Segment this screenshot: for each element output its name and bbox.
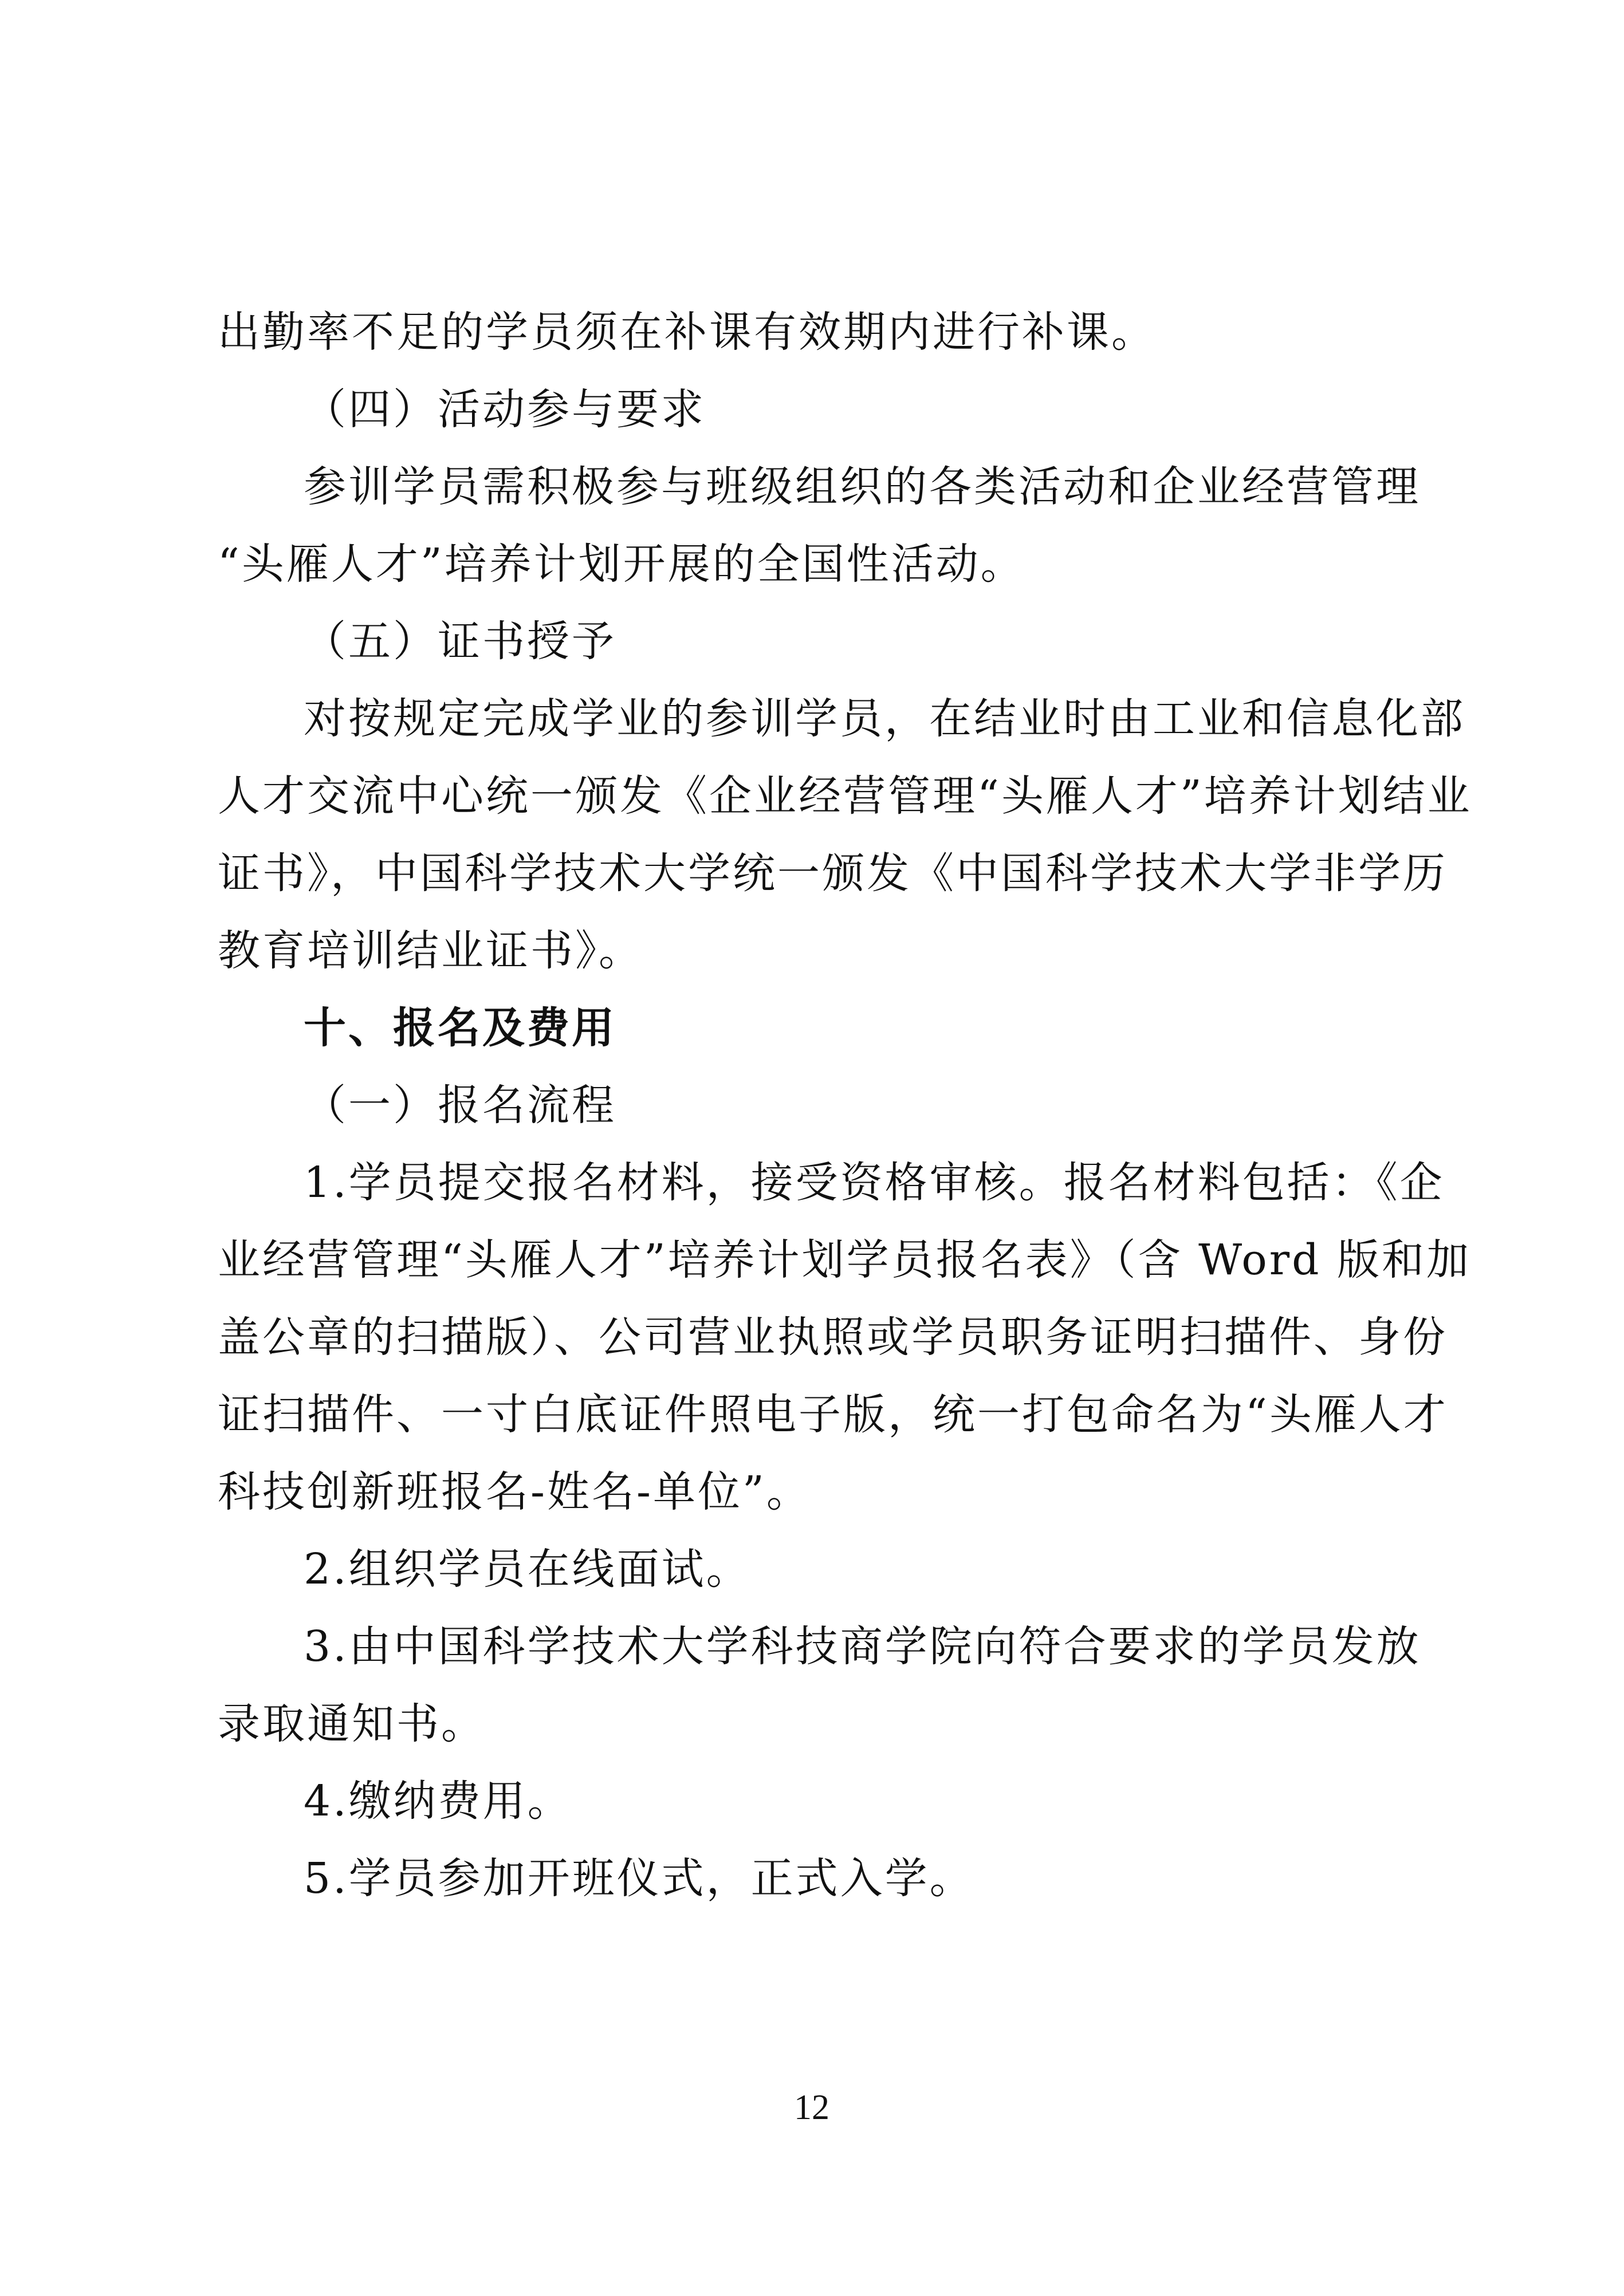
paragraph-line: 证扫描件、一寸白底证件照电子版，统一打包命名为“头雁人才 — [218, 1390, 1448, 1439]
paragraph-line: 人才交流中心统一颁发《企业经营管理“头雁人才”培养计划结业 — [218, 771, 1472, 821]
paragraph-line: 业经营管理“头雁人才”培养计划学员报名表》（含 Word 版和加 — [218, 1235, 1472, 1285]
list-item: 2.组织学员在线面试。 — [304, 1545, 751, 1594]
list-item: 3.由中国科学技术大学科技商学院向符合要求的学员发放 — [304, 1622, 1421, 1671]
paragraph-line: “头雁人才”培养计划开展的全国性活动。 — [218, 539, 1025, 589]
list-item: 5.学员参加开班仪式，正式入学。 — [304, 1854, 974, 1903]
paragraph-line: 盖公章的扫描版）、公司营业执照或学员职务证明扫描件、身份 — [218, 1313, 1448, 1362]
section-heading: 十、报名及费用 — [304, 1003, 616, 1053]
paragraph-line: 参训学员需积极参与班级组织的各类活动和企业经营管理 — [304, 462, 1421, 511]
paragraph-line: 对按规定完成学业的参训学员，在结业时由工业和信息化部 — [304, 694, 1465, 743]
paragraph-line: 录取通知书。 — [218, 1699, 486, 1748]
subheading-activity-requirements: （四）活动参与要求 — [304, 385, 706, 434]
page-number: 12 — [794, 2088, 829, 2127]
subheading-registration-process: （一）报名流程 — [304, 1081, 616, 1130]
paragraph-line: 证书》，中国科学技术大学统一颁发《中国科学技术大学非学历 — [218, 849, 1448, 898]
paragraph-line: 出勤率不足的学员须在补课有效期内进行补课。 — [218, 308, 1156, 357]
paragraph-line: 科技创新班报名-姓名-单位”。 — [218, 1467, 811, 1517]
paragraph-line: 教育培训结业证书》。 — [218, 926, 643, 975]
paragraph-line: 1.学员提交报名材料，接受资格审核。报名材料包括：《企 — [304, 1158, 1445, 1207]
subheading-certificate: （五）证书授予 — [304, 617, 616, 666]
list-item: 4.缴纳费用。 — [304, 1777, 572, 1826]
